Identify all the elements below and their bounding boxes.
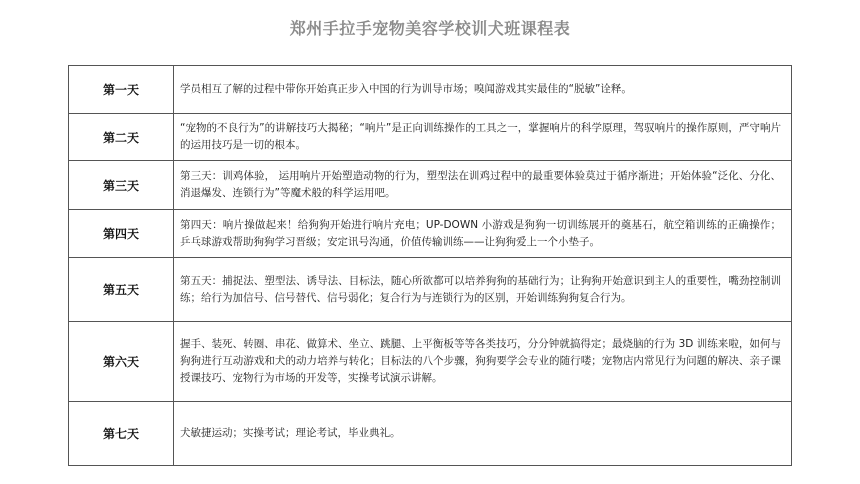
day-label: 第六天: [69, 322, 174, 402]
day-content: 第四天：响片操做起来！给狗狗开始进行响片充电；UP-DOWN 小游戏是狗狗一切训练展开的奠基石，航空箱训练的正确操作；乒乓球游戏帮助狗狗学习晋级；安定讯号沟通，价值传输训练——让狗狗爱上一个小垫子。: [174, 210, 792, 258]
table-row: [69, 258, 792, 322]
table-row: [69, 210, 792, 258]
table-row: [69, 322, 792, 402]
day-label: 第一天: [69, 66, 174, 114]
day-content: 犬敏捷运动；实操考试；理论考试，毕业典礼。: [174, 402, 792, 466]
day-content: 第五天：捕捉法、塑型法、诱导法、目标法，随心所欲都可以培养狗狗的基础行为；让狗狗开始意识到主人的重要性，嘴劲控制训练；给行为加信号、信号替代、信号弱化；复合行为与连锁行为的区别，开始训练狗狗复合行为。: [174, 258, 792, 322]
course-schedule-table: [68, 65, 792, 466]
page-title: 郑州手拉手宠物美容学校训犬班课程表: [289, 19, 571, 38]
day-content: “宠物的不良行为”的讲解技巧大揭秘；“响片”是正向训练操作的工具之一，掌握响片的科学原理，驾驭响片的操作原则，严守响片的运用技巧是一切的根本。: [174, 114, 792, 161]
table-row: [69, 66, 792, 114]
day-content: 第三天：训鸡体验， 运用响片开始塑造动物的行为，塑型法在训鸡过程中的最重要体验莫过于循序渐进；开始体验“泛化、分化、消退爆发、连锁行为”等魔术般的科学运用吧。: [174, 161, 792, 210]
day-label: 第二天: [69, 114, 174, 161]
day-label: 第四天: [69, 210, 174, 258]
day-label: 第七天: [69, 402, 174, 466]
day-content: 握手、装死、转圈、串花、做算术、坐立、跳腿、上平衡板等等各类技巧，分分钟就搞得定；最烧脑的行为 3D 训练来啦，如何与狗狗进行互动游戏和犬的动力培养与转化；目标法的八个步骤，狗狗要学会专业的随行喽；宠物店内常见行为问题的解决、亲子课授课技巧、宠物行为市场的开发等，实操考试演示讲解。: [174, 322, 792, 402]
day-label: 第三天: [69, 161, 174, 210]
table-row: [69, 402, 792, 466]
day-label: 第五天: [69, 258, 174, 322]
day-content: 学员相互了解的过程中带你开始真正步入中国的行为训导市场；嗅闻游戏其实最佳的“脱敏”诠释。: [174, 66, 792, 114]
table-row: [69, 114, 792, 161]
table-row: [69, 161, 792, 210]
